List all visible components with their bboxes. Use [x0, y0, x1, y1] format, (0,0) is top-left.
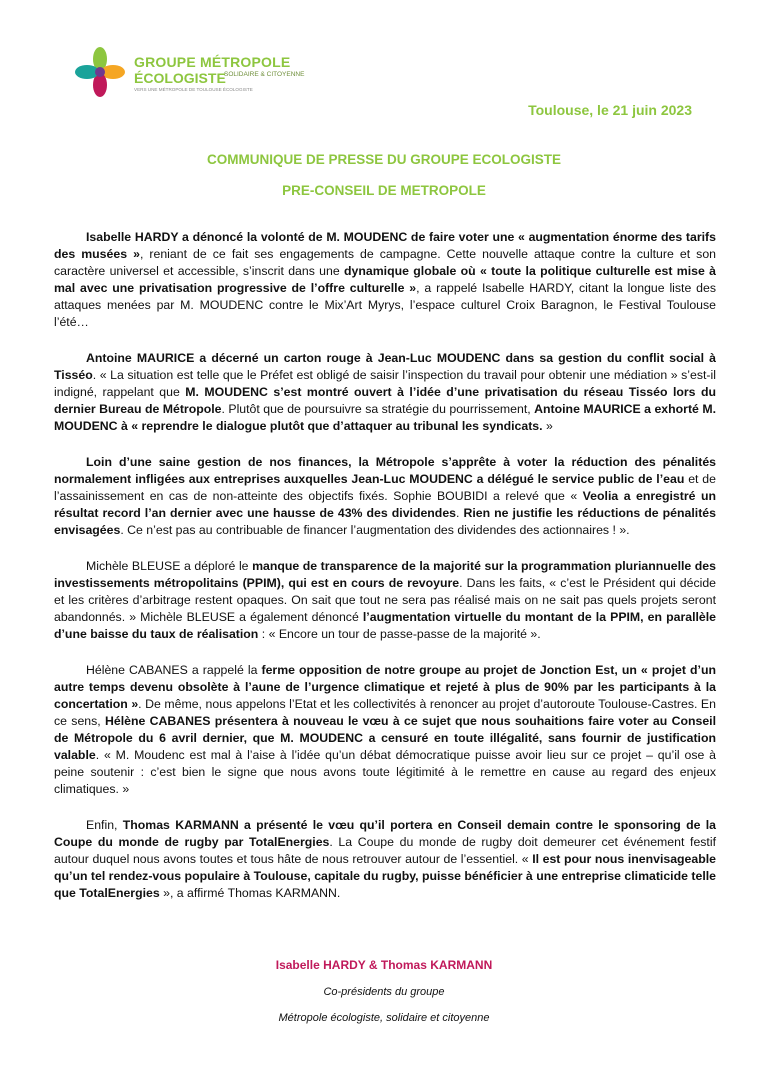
paragraph-2: [54, 350, 716, 435]
paragraph-1: [54, 229, 716, 331]
paragraph-5: [54, 662, 716, 798]
paragraph-6: [54, 817, 716, 902]
paragraph-3: [54, 454, 716, 539]
bold-text: Loin d’une saine gestion de nos finances, la Métropole s’apprête à voter la réduction des pénalités normalement infligées aux entreprises auxquelles Jean-Luc MOUDENC a délégué le service public de l’eau: [54, 455, 716, 486]
bold-text: M. MOUDENC s’est montré ouvert à l’idée d’une privatisation du réseau Tisséo lors du dernier Bureau de Métropole: [54, 385, 716, 416]
paragraph-4: [54, 558, 716, 643]
press-subtitle: PRE-CONSEIL DE METROPOLE: [282, 183, 486, 198]
text: , reniant de ce fait ses engagements de campagne. Cette nouvelle attaque contre la culture et son caractère universel et accessible, s’inscrit dans une: [54, 247, 716, 278]
text: Michèle BLEUSE a déploré le: [86, 559, 253, 573]
text: . « M. Moudenc est mal à l’aise à l’idée qu’un débat démocratique puisse avoir lieu sur ce projet – qu’il ose à peine soutenir : c’est bien le signe que nous avons toute légitimité à le remettre en cause au regard des enjeux climatiques. »: [54, 748, 716, 796]
text: . Ce n’est pas au contribuable de financer l’augmentation des dividendes des actionnaires ! ».: [120, 523, 630, 537]
bold-text: l’augmentation virtuelle du montant de la PPIM, en parallèle d’une baisse du taux de réalisation: [54, 610, 717, 641]
bold-text: Hélène CABANES présentera à nouveau le vœu à ce sujet que nous souhaitions faire voter au Conseil de Métropole du 6 avril dernier, que M. MOUDENC a censuré en toute illégalité, sans fournir de justification valable: [54, 714, 716, 762]
text: , a rappelé Isabelle HARDY, citant la longue liste des attaques menées par M. MOUDENC contre le Mix’Art Myrys, l’espace culturel Croix Baragnon, le Festival Toulouse l’été…: [54, 281, 716, 329]
logo-line2: ÉCOLOGISTE: [134, 70, 226, 86]
bold-text: dynamique globale où « toute la politique culturelle est mise à mal avec une privatisation progressive de l’offre culturelle »: [54, 264, 716, 295]
press-title: COMMUNIQUE DE PRESSE DU GROUPE ECOLOGISTE: [206, 152, 562, 167]
text: et de l’assainissement en cas de non-atteinte des objectifs fixés. Sophie BOUBIDI a relevé que «: [54, 472, 716, 503]
bold-text: Isabelle HARDY a dénoncé la volonté de M. MOUDENC de faire voter une « augmentation énorme des tarifs des musées »: [54, 230, 716, 261]
text: . Plutôt que de poursuivre sa stratégie du pourrissement,: [221, 402, 535, 416]
text: »: [542, 419, 553, 433]
bold-text: Antoine MAURICE a décerné un carton rouge à Jean-Luc MOUDENC dans sa gestion du conflit social à Tisséo: [54, 351, 716, 382]
signature-names: Isabelle HARDY & Thomas KARMANN: [275, 958, 493, 972]
text: : « Encore un tour de passe-passe de la majorité ».: [258, 627, 541, 641]
press-body: [54, 229, 716, 921]
group-logo: [74, 46, 304, 98]
logo-line2-sub: SOLIDAIRE & CITOYENNE: [224, 71, 305, 78]
text: Enfin,: [86, 818, 123, 832]
logo-line1: GROUPE MÉTROPOLE: [134, 54, 291, 70]
text: . La Coupe du monde de rugby doit demeurer cet événement festif autour duquel nous avons toutes et tous hâte de nous retrouver autour de l’essentiel. «: [54, 835, 716, 866]
bold-text: Il est pour nous inenvisageable qu’un tel rendez-vous populaire à Toulouse, capitale du rugby, puisse bénéficier à une entreprise climaticide telle que TotalEnergies: [54, 852, 716, 900]
text: . « La situation est telle que le Préfet est obligé de saisir l’inspection du travail pour obtenir une médiation » s’est-il indigné, rappelant que: [54, 368, 716, 399]
logo-tagline: VERS UNE MÉTROPOLE DE TOULOUSE ÉCOLOGISTE: [134, 87, 253, 92]
signature-role: Co-présidents du groupe: [323, 986, 445, 998]
text: . De même, nous appelons l’Etat et les collectivités à renoncer au projet d’autoroute Toulouse-Castres. En ce sens,: [54, 697, 716, 728]
bold-text: Veolia a enregistré un résultat record l’an dernier avec une hausse de 43% des dividendes: [54, 489, 716, 520]
bold-text: ferme opposition de notre groupe au projet de Jonction Est, un « projet d’un autre temps devenu obsolète à l’aune de l’urgence climatique et rejeté à plus de 90% par les participants à la concertation »: [54, 663, 716, 711]
text: . Dans les faits, « c’est le Président qui décide et les critères d’arbitrage restent opaques. On sait que tout ne sera pas réalisé mais on ne sait pas quels projets seront abandonnés. » Michèle BLEUSE a également dénoncé: [54, 576, 716, 624]
text: Hélène CABANES a rappelé la: [86, 663, 262, 677]
signature-group: Métropole écologiste, solidaire et citoyenne: [278, 1012, 490, 1024]
text: .: [456, 506, 464, 520]
press-date: Toulouse, le 21 juin 2023: [528, 102, 692, 118]
bold-text: Rien ne justifie les réductions de pénalités envisagées: [54, 506, 716, 537]
bold-text: Antoine MAURICE a exhorté M. MOUDENC à « reprendre le dialogue plutôt que d’attaquer au tribunal les syndicats.: [54, 402, 716, 433]
bold-text: Thomas KARMANN a présenté le vœu qu’il portera en Conseil demain contre le sponsoring de la Coupe du monde de rugby par TotalEnergies: [54, 818, 716, 849]
flower-logo-icon: [74, 46, 126, 98]
text: », a affirmé Thomas KARMANN.: [159, 886, 341, 900]
bold-text: manque de transparence de la majorité sur la programmation pluriannuelle des investissements métropolitains (PPIM), qui est en cours de revoyure: [54, 559, 716, 590]
